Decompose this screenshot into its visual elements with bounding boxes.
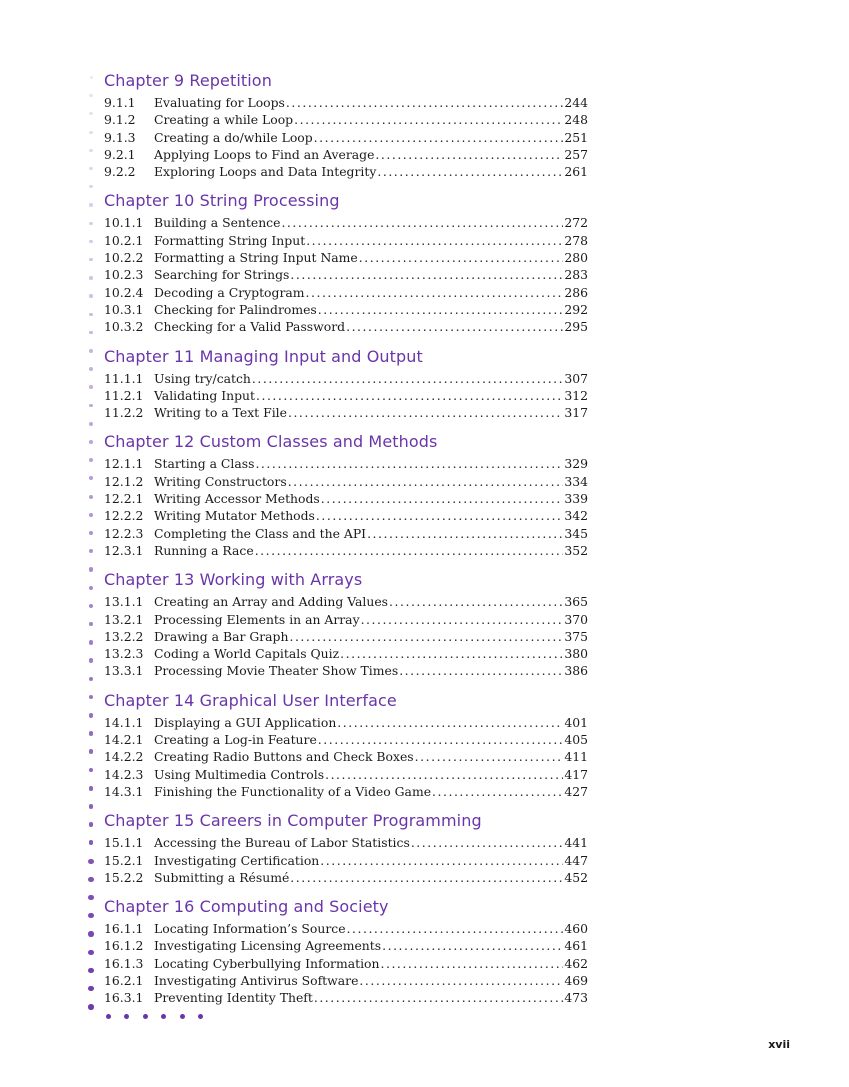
entry-number: 14.3.1	[104, 783, 144, 799]
toc-entry[interactable]	[104, 284, 588, 301]
entry-page-number: 405	[564, 732, 588, 748]
entry-title: Writing to a Text File	[154, 405, 287, 421]
dot-leader	[337, 714, 563, 731]
entry-number: 14.2.1	[104, 732, 144, 748]
entry-page-number: 411	[564, 749, 588, 765]
entry-number: 14.2.3	[104, 766, 144, 782]
entry-title: Formatting String Input	[154, 232, 306, 248]
entry-page-number: 272	[564, 215, 588, 231]
entry-title: Checking for Palindromes	[154, 301, 317, 317]
toc-entry[interactable]	[104, 301, 588, 318]
entry-number: 12.2.2	[104, 508, 144, 524]
toc-entry[interactable]	[104, 129, 588, 146]
toc-entry[interactable]	[104, 662, 588, 679]
entry-number: 10.1.1	[104, 215, 144, 231]
dot-leader	[361, 611, 564, 628]
entry-page-number: 286	[564, 284, 588, 300]
entry-title: Investigating Licensing Agreements	[154, 938, 382, 954]
entry-number: 9.1.2	[104, 112, 136, 128]
section-gap	[104, 421, 588, 431]
entry-page-number: 370	[564, 611, 588, 627]
entry-page-number: 342	[564, 508, 588, 524]
entry-title: Creating a while Loop	[154, 112, 294, 128]
entry-page-number: 312	[564, 387, 588, 403]
toc-entry[interactable]	[104, 318, 588, 335]
entry-number: 13.2.1	[104, 611, 144, 627]
dot-leader	[382, 937, 563, 954]
entry-number: 11.1.1	[104, 370, 144, 386]
section-gap	[104, 180, 588, 190]
entry-page-number: 280	[564, 250, 588, 266]
entry-page-number: 460	[564, 921, 588, 937]
entry-page-number: 365	[564, 594, 588, 610]
entry-title: Writing Mutator Methods	[154, 508, 315, 524]
entry-page-number: 295	[564, 319, 588, 335]
toc-entry[interactable]	[104, 146, 588, 163]
chapter-heading[interactable]: Chapter 16 Computing and Society	[104, 897, 389, 917]
chapter-heading[interactable]: Chapter 9 Repetition	[104, 71, 272, 90]
section-gap	[104, 1007, 588, 1017]
toc-entry[interactable]	[104, 989, 588, 1006]
chapter-section	[104, 569, 588, 689]
entry-page-number: 317	[564, 405, 588, 421]
entry-title: Formatting a String Input Name	[154, 250, 358, 266]
toc-entry[interactable]	[104, 937, 588, 954]
toc-entry[interactable]	[104, 214, 588, 231]
entry-page-number: 386	[564, 663, 588, 679]
chapter-section	[104, 810, 588, 896]
entry-page-number: 339	[564, 491, 588, 507]
entry-page-number: 469	[564, 972, 588, 988]
entry-number: 14.2.2	[104, 749, 144, 765]
entry-page-number: 251	[564, 129, 588, 145]
entry-number: 13.2.3	[104, 646, 144, 662]
entry-title: Creating an Array and Adding Values	[154, 594, 389, 610]
entry-number: 16.3.1	[104, 990, 144, 1006]
entry-title: Locating Cyberbullying Information	[154, 955, 380, 971]
entry-title: Creating Radio Buttons and Check Boxes	[154, 749, 414, 765]
dot-leader	[288, 404, 563, 421]
toc-entry[interactable]	[104, 542, 588, 559]
entry-page-number: 452	[564, 869, 588, 885]
dot-leader	[381, 955, 564, 972]
entry-number: 13.2.2	[104, 628, 144, 644]
chapter-heading[interactable]: Chapter 13 Working with Arrays	[104, 570, 363, 590]
dot-leader	[318, 301, 564, 318]
entry-title: Submitting a Résumé	[154, 869, 290, 885]
toc-entry[interactable]	[104, 111, 588, 128]
section-gap	[104, 886, 588, 896]
chapter-heading[interactable]: Chapter 10 String Processing	[104, 191, 340, 211]
dot-leader	[321, 490, 564, 507]
entry-title: Processing Movie Theater Show Times	[154, 663, 399, 679]
dot-leader	[255, 542, 564, 559]
entry-title: Locating Information’s Source	[154, 921, 346, 937]
dot-leader	[316, 507, 563, 524]
toc-entry[interactable]	[104, 852, 588, 869]
entry-title: Preventing Identity Theft	[154, 990, 313, 1006]
section-gap	[104, 800, 588, 810]
entry-number: 13.3.1	[104, 663, 144, 679]
dot-leader	[399, 662, 563, 679]
entry-number: 14.1.1	[104, 714, 144, 730]
entry-title: Applying Loops to Find an Average	[154, 146, 375, 162]
toc-entry[interactable]	[104, 714, 588, 731]
toc-entry[interactable]	[104, 266, 588, 283]
chapter-section	[104, 896, 588, 1016]
entry-number: 11.2.2	[104, 405, 144, 421]
entry-number: 16.1.3	[104, 955, 144, 971]
toc-entry[interactable]	[104, 473, 588, 490]
chapter-section	[104, 190, 588, 345]
chapter-heading[interactable]: Chapter 11 Managing Input and Output	[104, 346, 423, 366]
toc-entry[interactable]	[104, 611, 588, 628]
entry-number: 12.1.2	[104, 473, 144, 489]
entry-page-number: 261	[564, 164, 588, 180]
section-gap	[104, 336, 588, 346]
dot-leader	[306, 284, 564, 301]
chapter-heading[interactable]: Chapter 14 Graphical User Interface	[104, 690, 397, 710]
entry-number: 12.2.1	[104, 491, 144, 507]
entry-number: 9.1.1	[104, 95, 136, 110]
entry-page-number: 401	[564, 714, 588, 730]
toc-entry[interactable]	[104, 249, 588, 266]
entry-number: 12.3.1	[104, 542, 144, 558]
dot-leader	[256, 387, 563, 404]
entry-page-number: 427	[564, 783, 588, 799]
dot-leader	[377, 163, 563, 180]
entry-page-number: 352	[564, 542, 588, 558]
dot-leader	[288, 473, 564, 490]
dot-leader	[359, 249, 564, 266]
dot-leader	[359, 972, 563, 989]
toc-entry[interactable]	[104, 387, 588, 404]
toc-entry[interactable]	[104, 370, 588, 387]
entry-number: 10.2.1	[104, 232, 144, 248]
entry-page-number: 307	[564, 370, 588, 386]
entry-number: 11.2.1	[104, 387, 144, 403]
section-gap	[104, 559, 588, 569]
toc-entry[interactable]	[104, 869, 588, 886]
section-gap	[104, 680, 588, 690]
entry-title: Searching for Strings	[154, 267, 290, 283]
entry-title: Validating Input	[154, 387, 255, 403]
entry-title: Evaluating for Loops	[154, 95, 285, 110]
entry-number: 10.3.2	[104, 319, 144, 335]
entry-page-number: 292	[564, 301, 588, 317]
dot-leader	[255, 455, 563, 472]
entry-number: 9.2.1	[104, 146, 136, 162]
entry-title: Finishing the Functionality of a Video Game	[154, 783, 432, 799]
entry-title: Processing Elements in an Array	[154, 611, 360, 627]
entry-page-number: 461	[564, 938, 588, 954]
toc-entry[interactable]	[104, 455, 588, 472]
dot-leader	[367, 525, 563, 542]
entry-title: Completing the Class and the API	[154, 525, 367, 541]
dot-leader	[318, 731, 564, 748]
entry-number: 16.2.1	[104, 972, 144, 988]
entry-title: Writing Accessor Methods	[154, 491, 320, 507]
dot-leader	[314, 989, 564, 1006]
entry-number: 16.1.2	[104, 938, 144, 954]
dot-leader	[325, 766, 563, 783]
toc-entry[interactable]	[104, 404, 588, 421]
entry-number: 10.2.3	[104, 267, 144, 283]
toc-entry[interactable]	[104, 645, 588, 662]
entry-title: Running a Race	[154, 542, 254, 558]
toc-entry[interactable]	[104, 490, 588, 507]
entry-title: Accessing the Bureau of Labor Statistics	[154, 835, 410, 851]
dot-leader	[281, 214, 563, 231]
chapter-heading[interactable]: Chapter 12 Custom Classes and Methods	[104, 432, 438, 452]
entry-number: 12.1.1	[104, 456, 144, 472]
toc-entry[interactable]	[104, 232, 588, 249]
entry-number: 9.1.3	[104, 129, 136, 145]
entry-title: Using try/catch	[154, 370, 251, 386]
toc-entry[interactable]	[104, 834, 588, 851]
dot-leader	[289, 628, 563, 645]
toc-entry[interactable]	[104, 163, 588, 180]
entry-page-number: 329	[564, 456, 588, 472]
entry-number: 12.2.3	[104, 525, 144, 541]
dot-leader	[294, 111, 563, 128]
toc-entry[interactable]	[104, 920, 588, 937]
entry-title: Writing Constructors	[154, 473, 287, 489]
entry-title: Starting a Class	[154, 456, 255, 472]
entry-title: Exploring Loops and Data Integrity	[154, 164, 377, 180]
dot-leader	[286, 94, 563, 111]
entry-number: 9.2.2	[104, 164, 136, 180]
dot-leader	[340, 645, 563, 662]
entry-page-number: 441	[564, 835, 588, 851]
entry-number: 10.2.4	[104, 284, 144, 300]
entry-title: Investigating Antivirus Software	[154, 972, 359, 988]
entry-page-number: 283	[564, 267, 588, 283]
table-of-contents	[104, 70, 588, 1017]
dot-leader	[290, 266, 563, 283]
entry-title: Building a Sentence	[154, 215, 281, 231]
toc-entry[interactable]	[104, 628, 588, 645]
entry-page-number: 380	[564, 646, 588, 662]
toc-entry[interactable]	[104, 748, 588, 765]
entry-page-number: 447	[564, 852, 588, 868]
entry-title: Coding a World Capitals Quiz	[154, 646, 340, 662]
dot-leader	[432, 783, 563, 800]
entry-number: 10.3.1	[104, 301, 144, 317]
entry-number: 15.2.2	[104, 869, 144, 885]
chapter-section	[104, 346, 588, 432]
entry-page-number: 244	[564, 95, 588, 110]
dot-leader	[314, 129, 564, 146]
chapter-section	[104, 690, 588, 810]
toc-entry[interactable]	[104, 972, 588, 989]
entry-title: Decoding a Cryptogram	[154, 284, 305, 300]
chapter-section	[104, 431, 588, 569]
chapter-heading[interactable]: Chapter 15 Careers in Computer Programming	[104, 811, 482, 831]
entry-page-number: 257	[564, 146, 588, 162]
toc-entry[interactable]	[104, 507, 588, 524]
entry-page-number: 417	[564, 766, 588, 782]
toc-entry[interactable]	[104, 525, 588, 542]
entry-number: 15.1.1	[104, 835, 144, 851]
entry-title: Creating a Log-in Feature	[154, 732, 317, 748]
entry-title: Displaying a GUI Application	[154, 714, 337, 730]
entry-page-number: 473	[564, 990, 588, 1006]
entry-page-number: 375	[564, 628, 588, 644]
entry-number: 10.2.2	[104, 250, 144, 266]
dot-leader	[415, 748, 564, 765]
toc-entry[interactable]	[104, 955, 588, 972]
dot-leader	[320, 852, 563, 869]
page-number: xvii	[768, 1038, 790, 1051]
entry-number: 15.2.1	[104, 852, 144, 868]
dot-leader	[290, 869, 563, 886]
entry-number: 13.1.1	[104, 594, 144, 610]
entry-title: Drawing a Bar Graph	[154, 628, 289, 644]
dot-leader	[347, 920, 564, 937]
toc-entry[interactable]	[104, 593, 588, 610]
chapter-section	[104, 70, 588, 190]
dot-leader	[411, 834, 564, 851]
entry-title: Checking for a Valid Password	[154, 319, 346, 335]
entry-page-number: 334	[564, 473, 588, 489]
dot-leader	[252, 370, 563, 387]
dot-leader	[306, 232, 563, 249]
entry-page-number: 462	[564, 955, 588, 971]
dot-leader	[375, 146, 563, 163]
entry-title: Investigating Certification	[154, 852, 320, 868]
entry-page-number: 248	[564, 112, 588, 128]
entry-number: 16.1.1	[104, 921, 144, 937]
entry-title: Creating a do/while Loop	[154, 129, 313, 145]
dot-leader	[389, 593, 563, 610]
entry-page-number: 278	[564, 232, 588, 248]
entry-title: Using Multimedia Controls	[154, 766, 325, 782]
toc-entry[interactable]	[104, 783, 588, 800]
toc-entry[interactable]	[104, 766, 588, 783]
dot-leader	[346, 318, 563, 335]
toc-entry[interactable]	[104, 94, 588, 111]
toc-entry[interactable]	[104, 731, 588, 748]
entry-page-number: 345	[564, 525, 588, 541]
